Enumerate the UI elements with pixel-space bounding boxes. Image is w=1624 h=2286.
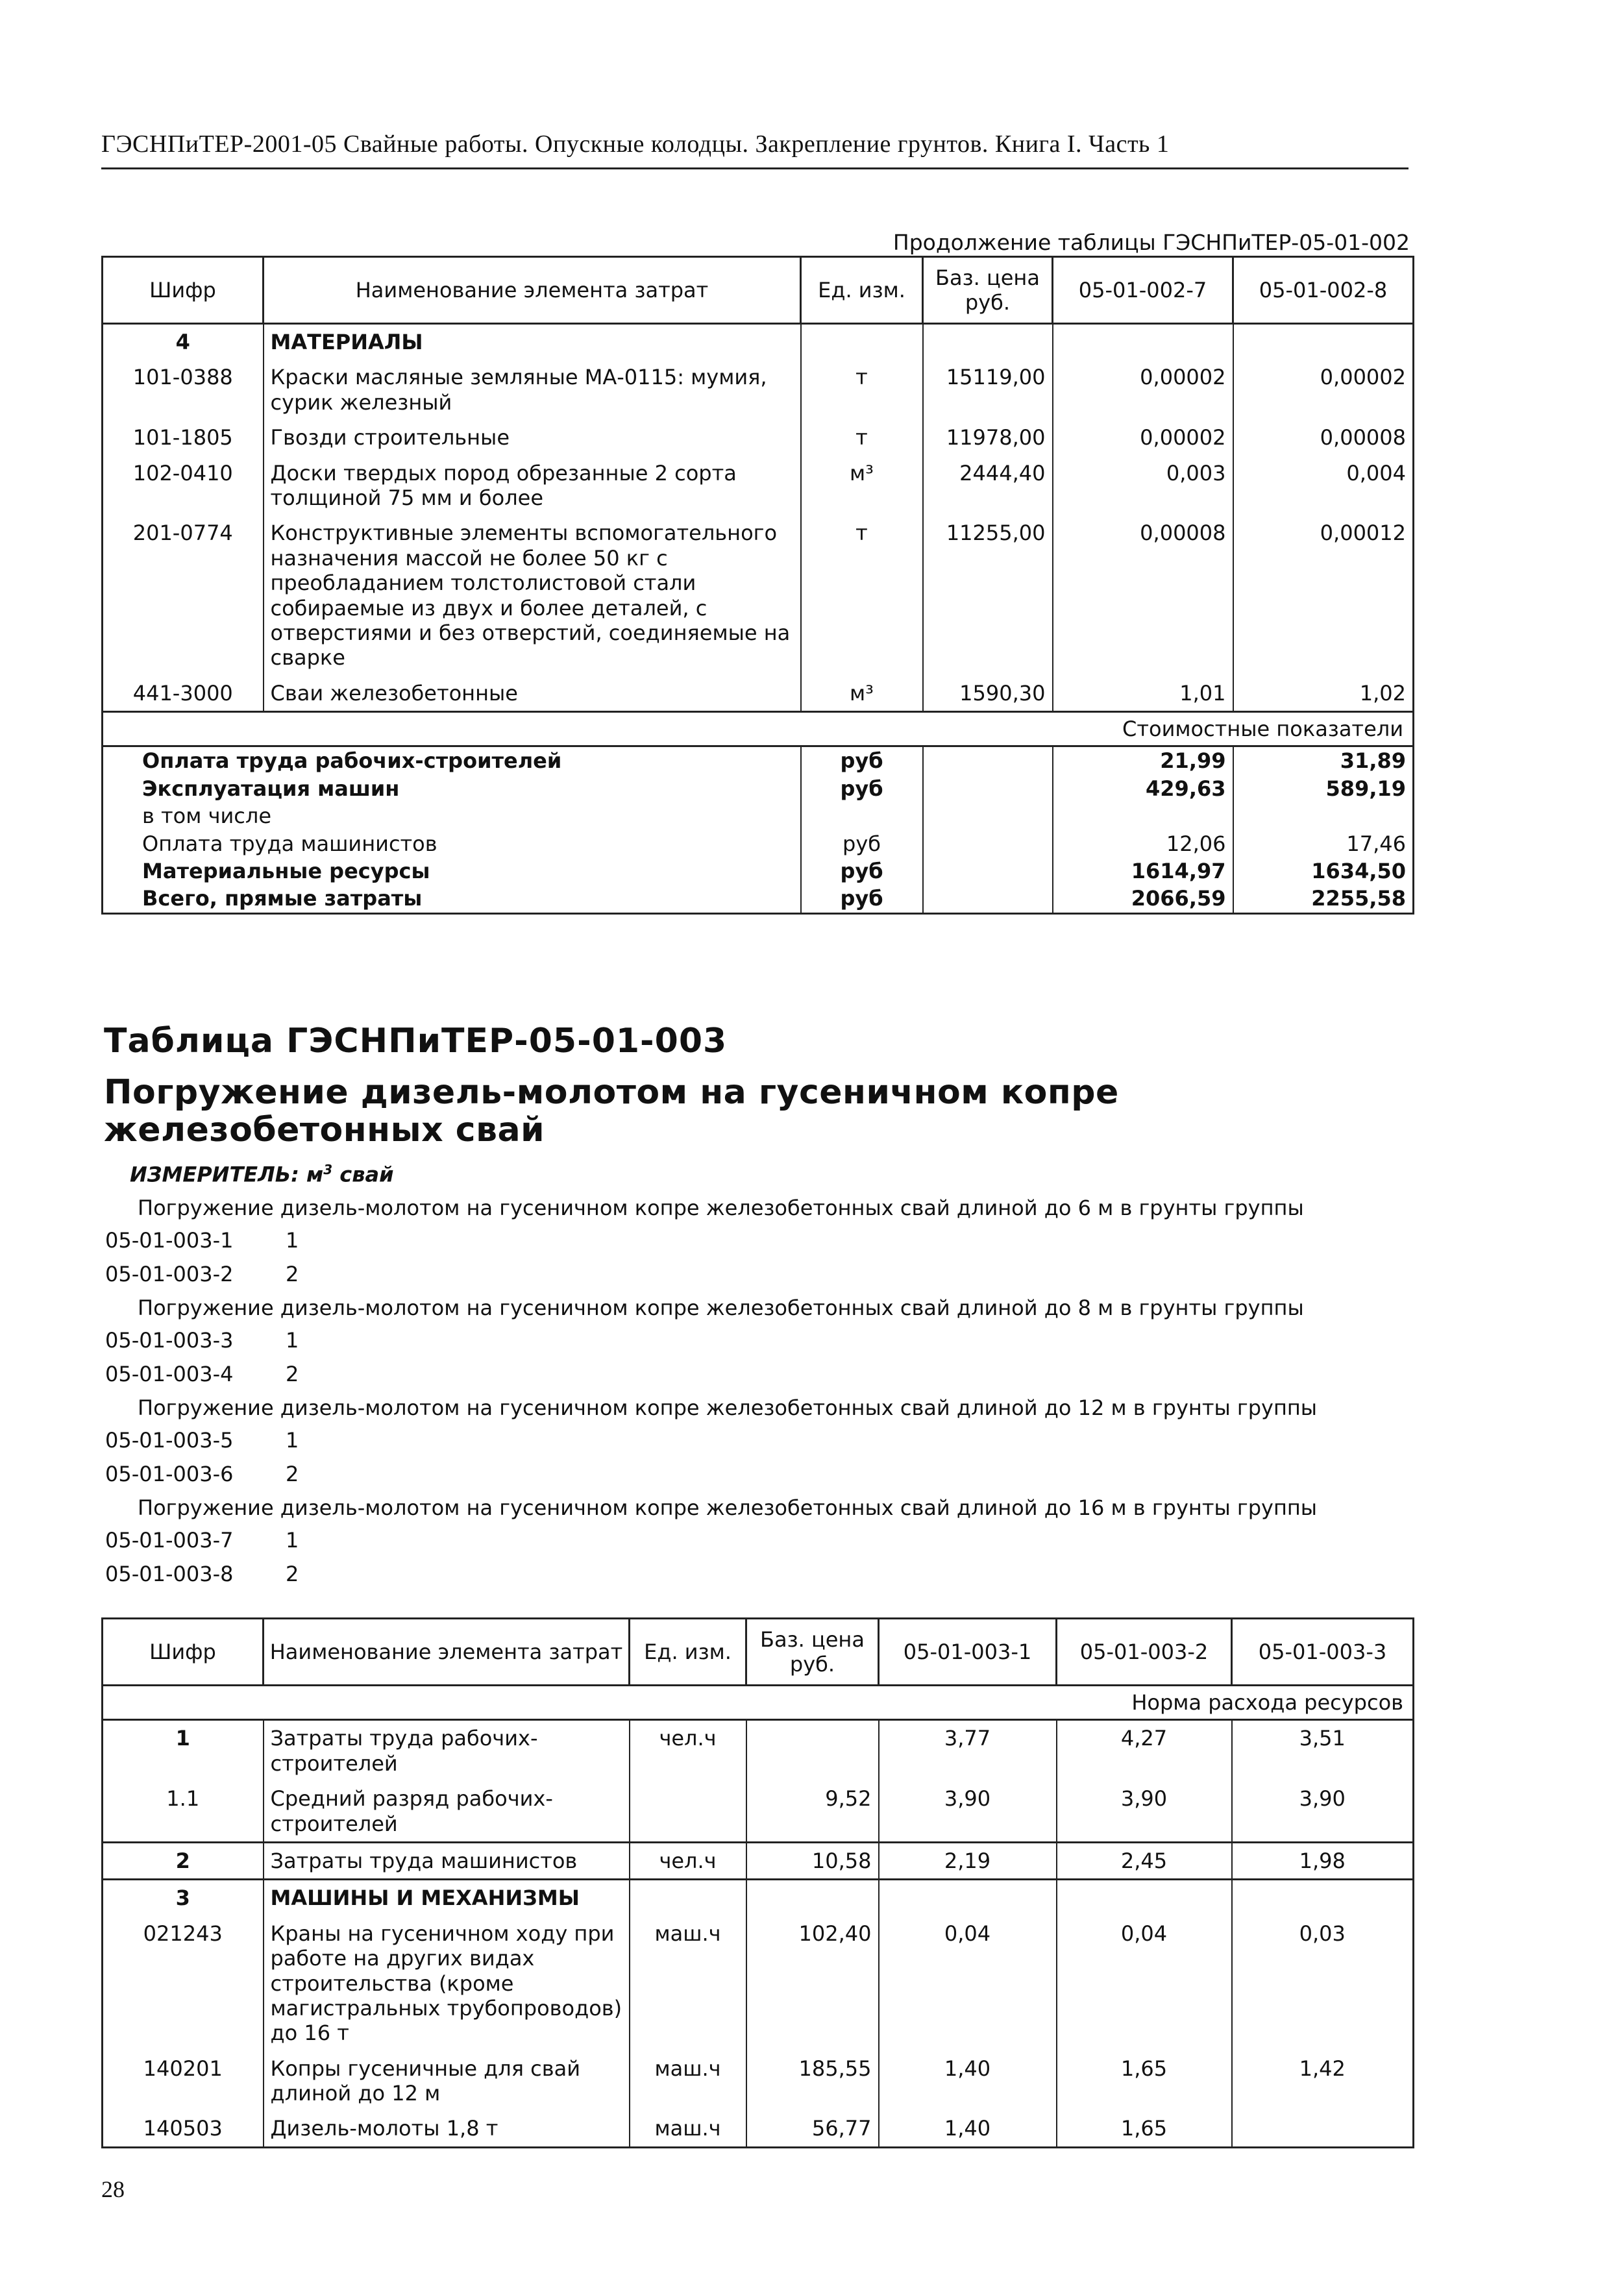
section-name: МАТЕРИАЛЫ [264,324,801,360]
description-text: Погружение дизель-молотом на гусеничном копре железобетонных свай длиной до 16 м в грунты группы [138,1495,1318,1520]
row-code: 2 [103,1842,264,1879]
row-code: 140503 [103,2111,264,2147]
total-name: Эксплуатация машин [103,775,801,802]
row-unit: т [801,360,923,420]
table-row [103,1720,1414,1781]
row-unit: т [801,420,923,455]
table-title: Таблица ГЭСНПиТЕР-05-01-003 [104,1022,728,1061]
code-label: 05-01-003-2 [105,1262,234,1286]
running-header: ГЭСНПиТЕР-2001-05 Свайные работы. Опускные колодцы. Закрепление грунтов. Книга I. Часть 1 [101,130,1170,158]
row-unit: маш.ч [630,2051,746,2111]
table-header-row [103,257,1414,324]
row-price: 9,52 [746,1781,879,1842]
total-value: 1634,50 [1233,857,1414,885]
row-value: 0,003 [1053,456,1233,516]
code-label: 05-01-003-6 [105,1462,234,1486]
row-unit: м³ [801,676,923,712]
row-value: 0,00008 [1053,515,1233,675]
meter-line [130,1162,394,1187]
column-header: Наименование элемента затрат [264,257,801,324]
row-value: 0,004 [1233,456,1414,516]
code-group-value: 1 [286,1328,299,1353]
table-subtitle: Погружение дизель-молотом на гусеничном копре железобетонных свай [104,1073,1119,1150]
row-price: 56,77 [746,2111,879,2147]
row-value: 1,01 [1053,676,1233,712]
row-unit: т [801,515,923,675]
meter-suffix: свай [339,1162,394,1187]
table-row [103,456,1414,516]
code-label: 05-01-003-5 [105,1428,234,1453]
meter-power: 3 [323,1162,333,1177]
row-unit [630,1781,746,1842]
row-value [1057,1880,1232,1916]
total-unit: руб [801,775,923,802]
row-value: 0,00002 [1233,360,1414,420]
row-code: 1 [103,1720,264,1781]
table-row [103,1880,1414,1916]
row-value: 0,00002 [1053,420,1233,455]
row-code: 1.1 [103,1781,264,1842]
description-text: Погружение дизель-молотом на гусеничном копре железобетонных свай длиной до 6 м в грунты группы [138,1196,1304,1220]
table-row [103,676,1414,712]
total-value: 31,89 [1233,746,1414,775]
band-row [103,712,1414,746]
total-row [103,775,1414,802]
total-name: в том числе [103,802,801,830]
row-value: 1,02 [1233,676,1414,712]
row-code: 101-0388 [103,360,264,420]
row-name: Гвозди строительные [264,420,801,455]
table-row [103,1842,1414,1879]
total-value: 17,46 [1233,830,1414,857]
row-value: 3,90 [1057,1781,1232,1842]
total-name: Оплата труда рабочих-строителей [103,746,801,775]
row-value: 4,27 [1057,1720,1232,1781]
row-name: Краны на гусеничном ходу при работе на других видах строительства (кроме магистральных трубопроводов) до 16 т [264,1916,630,2051]
row-code: 140201 [103,2051,264,2111]
row-unit: чел.ч [630,1720,746,1781]
row-value: 3,51 [1232,1720,1414,1781]
code-group-value: 2 [286,1462,299,1486]
band-label: Норма расхода ресурсов [103,1686,1414,1720]
total-value: 2066,59 [1053,885,1233,913]
row-value: 1,65 [1057,2111,1232,2147]
total-row [103,830,1414,857]
row-value: 3,77 [879,1720,1057,1781]
row-value: 1,65 [1057,2051,1232,2111]
row-code: 102-0410 [103,456,264,516]
row-value: 0,00002 [1053,360,1233,420]
description-text: Погружение дизель-молотом на гусеничном копре железобетонных свай длиной до 12 м в грунты группы [138,1395,1318,1420]
row-name: Копры гусеничные для свай длиной до 12 м [264,2051,630,2111]
total-value: 2255,58 [1233,885,1414,913]
row-name: Затраты труда рабочих-строителей [264,1720,630,1781]
row-name: МАШИНЫ И МЕХАНИЗМЫ [264,1880,630,1916]
row-code: 3 [103,1880,264,1916]
table-row [103,360,1414,420]
total-value [1233,802,1414,830]
row-price: 10,58 [746,1842,879,1879]
row-name: Затраты труда машинистов [264,1842,630,1879]
row-price: 2444,40 [923,456,1053,516]
row-value: 1,40 [879,2051,1057,2111]
column-header: Шифр [103,257,264,324]
total-value: 589,19 [1233,775,1414,802]
column-header: Ед. изм. [630,1619,746,1686]
total-value [1053,802,1233,830]
row-code: 101-1805 [103,420,264,455]
row-value: 2,19 [879,1842,1057,1879]
row-value: 1,42 [1232,2051,1414,2111]
code-group-value: 1 [286,1228,299,1253]
table-row [103,2051,1414,2111]
row-value: 0,00008 [1233,420,1414,455]
code-group-value: 2 [286,1362,299,1386]
table-row [103,1781,1414,1842]
row-price: 11978,00 [923,420,1053,455]
code-label: 05-01-003-8 [105,1562,234,1586]
total-name: Оплата труда машинистов [103,830,801,857]
row-value: 3,90 [1232,1781,1414,1842]
table-row [103,420,1414,455]
total-unit: руб [801,857,923,885]
row-value: 2,45 [1057,1842,1232,1879]
row-unit [630,1880,746,1916]
row-value: 1,40 [879,2111,1057,2147]
row-code: 201-0774 [103,515,264,675]
row-value: 3,90 [879,1781,1057,1842]
total-unit: руб [801,830,923,857]
meter-unit: м [306,1162,324,1187]
total-unit [801,802,923,830]
row-value [1232,1880,1414,1916]
code-label: 05-01-003-1 [105,1228,234,1253]
code-label: 05-01-003-7 [105,1528,234,1553]
row-unit: м³ [801,456,923,516]
row-name: Дизель-молоты 1,8 т [264,2111,630,2147]
code-label: 05-01-003-4 [105,1362,234,1386]
row-price [746,1720,879,1781]
row-price: 11255,00 [923,515,1053,675]
code-group-value: 1 [286,1428,299,1453]
row-value: 0,03 [1232,1916,1414,2051]
row-unit: чел.ч [630,1842,746,1879]
row-name: Краски масляные земляные МА-0115: мумия, сурик железный [264,360,801,420]
table-row [103,2111,1414,2147]
code-label: 05-01-003-3 [105,1328,234,1353]
row-price [746,1880,879,1916]
continuation-note: Продолжение таблицы ГЭСНПиТЕР-05-01-002 [892,230,1410,255]
column-header: 05-01-002-7 [1053,257,1233,324]
row-code: 021243 [103,1916,264,2051]
total-row [103,885,1414,913]
row-price: 15119,00 [923,360,1053,420]
row-value: 0,00012 [1233,515,1414,675]
band-label: Стоимостные показатели [103,712,1414,746]
table-header-row [103,1619,1414,1686]
total-name: Всего, прямые затраты [103,885,801,913]
column-header: 05-01-003-3 [1232,1619,1414,1686]
total-value: 1614,97 [1053,857,1233,885]
total-unit: руб [801,746,923,775]
row-price: 1590,30 [923,676,1053,712]
row-unit: маш.ч [630,1916,746,2051]
total-value: 429,63 [1053,775,1233,802]
table-05-01-002-continuation [101,256,1414,915]
total-value: 12,06 [1053,830,1233,857]
column-header: Наименование элемента затрат [264,1619,630,1686]
column-header: 05-01-003-1 [879,1619,1057,1686]
section-code: 4 [103,324,264,360]
meter-label: ИЗМЕРИТЕЛЬ: [130,1162,299,1187]
row-name: Конструктивные элементы вспомогательного назначения массой не более 50 кг с преобладанием толстолистовой стали собираемые из двух и более деталей, с отверстиями и без отверстий, соединяемые на сварке [264,515,801,675]
column-header: 05-01-002-8 [1233,257,1414,324]
code-group-value: 2 [286,1562,299,1586]
header-rule [101,167,1409,169]
table-row [103,515,1414,675]
total-value: 21,99 [1053,746,1233,775]
row-value: 1,98 [1232,1842,1414,1879]
row-value: 0,04 [879,1916,1057,2051]
section-row [103,324,1414,360]
band-row [103,1686,1414,1720]
row-unit: маш.ч [630,2111,746,2147]
column-header: Баз. цена руб. [746,1619,879,1686]
row-value [879,1880,1057,1916]
row-value: 0,04 [1057,1916,1232,2051]
code-group-value: 2 [286,1262,299,1286]
page-number: 28 [101,2176,125,2202]
row-name: Сваи железобетонные [264,676,801,712]
row-value [1232,2111,1414,2147]
row-price: 102,40 [746,1916,879,2051]
column-header: Шифр [103,1619,264,1686]
table-05-01-003 [101,1617,1414,2148]
total-unit: руб [801,885,923,913]
row-code: 441-3000 [103,676,264,712]
row-name: Средний разряд рабочих-строителей [264,1781,630,1842]
row-name: Доски твердых пород обрезанные 2 сорта толщиной 75 мм и более [264,456,801,516]
table-row [103,1916,1414,2051]
column-header: Ед. изм. [801,257,923,324]
total-row [103,857,1414,885]
row-price: 185,55 [746,2051,879,2111]
total-row [103,802,1414,830]
column-header: Баз. цена руб. [923,257,1053,324]
total-name: Материальные ресурсы [103,857,801,885]
code-group-value: 1 [286,1528,299,1553]
total-row [103,746,1414,775]
column-header: 05-01-003-2 [1057,1619,1232,1686]
description-text: Погружение дизель-молотом на гусеничном копре железобетонных свай длиной до 8 м в грунты группы [138,1296,1304,1320]
